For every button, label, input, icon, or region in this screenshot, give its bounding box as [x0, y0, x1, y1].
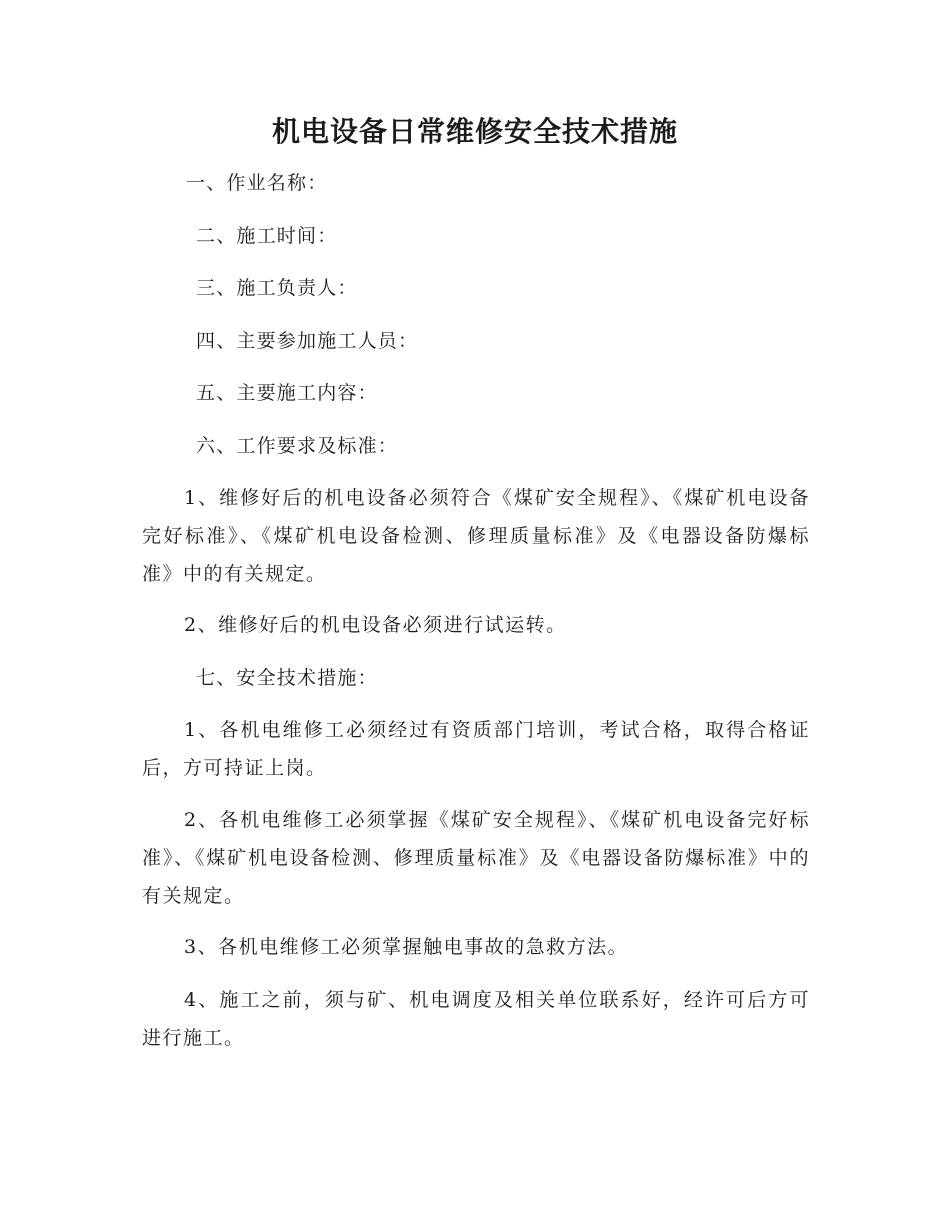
heading-requirements: 六、工作要求及标准：: [196, 435, 399, 457]
heading-participants: 四、主要参加施工人员：: [196, 330, 419, 352]
heading-work-name: 一、作业名称：: [186, 172, 328, 194]
document-title: 机电设备日常维修安全技术措施: [271, 115, 678, 148]
safety-item: 3、各机电维修工必须掌握触电事故的急救方法。: [184, 936, 629, 958]
safety-item: 2、各机电维修工必须掌握《煤矿安全规程》、《煤矿机电设备完好标准》、《煤矿机电设备检测、修理质量标准》及《电器设备防爆标准》中的有关规定。: [142, 809, 810, 907]
safety-item: 1、各机电维修工必须经过有资质部门培训，考试合格，取得合格证后，方可持证上岗。: [142, 719, 810, 779]
safety-item: 4、施工之前，须与矿、机电调度及相关单位联系好，经许可后方可进行施工。: [142, 989, 810, 1049]
heading-person-in-charge: 三、施工负责人：: [196, 277, 358, 299]
heading-content: 五、主要施工内容：: [196, 382, 378, 404]
heading-construction-time: 二、施工时间：: [196, 225, 338, 247]
heading-safety-measures: 七、安全技术措施：: [196, 667, 378, 689]
requirement-item: 2、维修好后的机电设备必须进行试运转。: [184, 614, 567, 636]
requirement-item: 1、维修好后的机电设备必须符合《煤矿安全规程》、《煤矿机电设备完好标准》、《煤矿机电设备检测、修理质量标准》及《电器设备防爆标准》中的有关规定。: [142, 487, 810, 585]
